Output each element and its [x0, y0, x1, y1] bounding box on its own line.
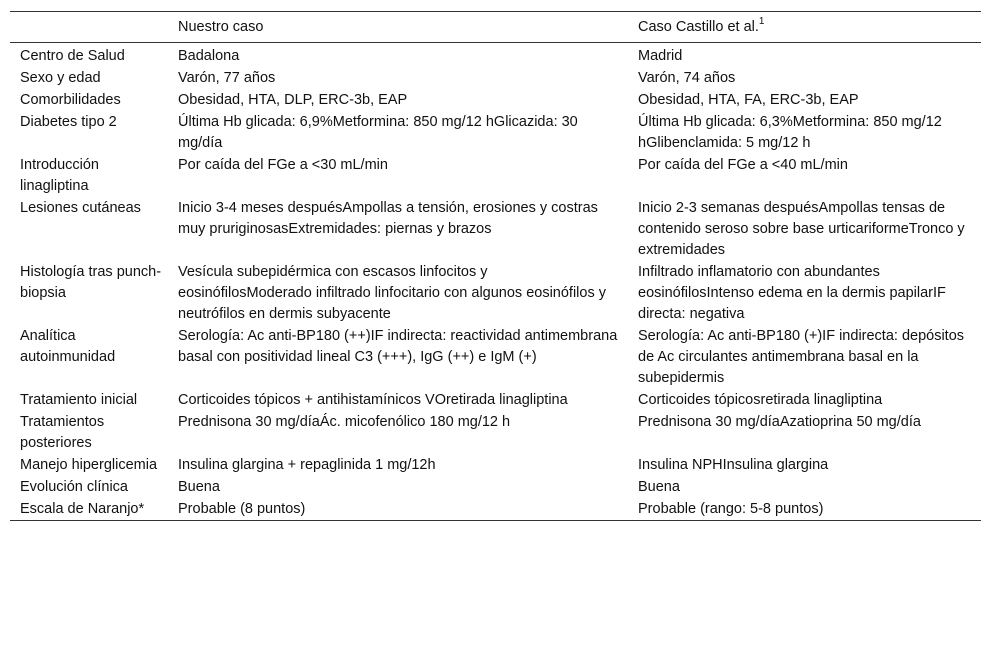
table-row: [10, 476, 981, 498]
table-row: [10, 43, 981, 68]
nuestro-caso-cell: Insulina glargina + repaglinida 1 mg/12h: [178, 457, 436, 473]
row-label-cell: Diabetes tipo 2: [20, 114, 117, 130]
nuestro-caso-cell: Obesidad, HTA, DLP, ERC-3b, EAP: [178, 92, 408, 108]
nuestro-caso-cell: Inicio 3-4 meses despuésAmpollas a tensión, erosiones y costras muy pruriginosasExtremidades: piernas y brazos: [178, 200, 598, 237]
table-row: [10, 498, 981, 521]
row-label-cell: Manejo hiperglicemia: [20, 457, 158, 473]
caso-castillo-cell: Corticoides tópicosretirada linagliptina: [638, 392, 883, 408]
caso-castillo-cell: Insulina NPHInsulina glargina: [638, 457, 829, 473]
comparison-table-container: [10, 11, 981, 521]
nuestro-caso-cell: Varón, 77 años: [178, 70, 276, 86]
row-label-cell: Tratamiento inicial: [20, 392, 138, 408]
row-label-cell: Lesiones cutáneas: [20, 200, 141, 216]
row-label-cell: Comorbilidades: [20, 92, 121, 108]
nuestro-caso-cell: Prednisona 30 mg/díaÁc. micofenólico 180 mg/12 h: [178, 414, 511, 430]
nuestro-caso-cell: Serología: Ac anti-BP180 (++)IF indirecta: reactividad antimembrana basal con positividad lineal C3 (+++), IgG (++) e IgM (+): [178, 328, 618, 365]
row-label-cell: Sexo y edad: [20, 70, 101, 86]
row-label-cell: Escala de Naranjo*: [20, 501, 145, 517]
table-row: [10, 89, 981, 111]
table-row: [10, 261, 981, 325]
table-row: [10, 454, 981, 476]
row-label-cell: Introducción linagliptina: [20, 157, 99, 194]
caso-castillo-cell: Serología: Ac anti-BP180 (+)IF indirecta: depósitos de Ac circulantes antimembrana basal en la subepidermis: [638, 328, 965, 386]
comparison-table: [10, 11, 981, 521]
caso-castillo-cell: Infiltrado inflamatorio con abundantes eosinófilosIntenso edema en la dermis papilarIF directa: negativa: [638, 264, 946, 322]
nuestro-caso-cell: Badalona: [178, 48, 240, 64]
table-row: [10, 389, 981, 411]
table-row: [10, 154, 981, 197]
table-body: [10, 43, 981, 521]
table-row: [10, 111, 981, 154]
nuestro-caso-cell: Vesícula subepidérmica con escasos linfocitos y eosinófilosModerado infiltrado linfocitario con algunos eosinófilos y neutrófilos en dermis subyacente: [178, 264, 606, 322]
caso-castillo-cell: Madrid: [638, 48, 683, 64]
caso-castillo-cell: Varón, 74 años: [638, 70, 736, 86]
reference-superscript: 1: [758, 16, 765, 28]
nuestro-caso-cell: Probable (8 puntos): [178, 501, 306, 517]
nuestro-caso-cell: Corticoides tópicos + antihistamínicos VOretirada linagliptina: [178, 392, 568, 408]
table-row: [10, 197, 981, 261]
table-header-row: [10, 12, 981, 43]
header-nuestro-caso: Nuestro caso: [178, 19, 264, 35]
table-row: [10, 67, 981, 89]
caso-castillo-cell: Última Hb glicada: 6,3%Metformina: 850 mg/12 hGlibenclamida: 5 mg/12 h: [638, 114, 942, 151]
nuestro-caso-cell: Última Hb glicada: 6,9%Metformina: 850 mg/12 hGlicazida: 30 mg/día: [178, 114, 578, 151]
caso-castillo-cell: Probable (rango: 5-8 puntos): [638, 501, 824, 517]
caso-castillo-cell: Obesidad, HTA, FA, ERC-3b, EAP: [638, 92, 859, 108]
table-row: [10, 411, 981, 454]
header-empty-cell: [10, 12, 168, 43]
nuestro-caso-cell: Por caída del FGe a <30 mL/min: [178, 157, 388, 173]
nuestro-caso-cell: Buena: [178, 479, 220, 495]
table-row: [10, 325, 981, 389]
caso-castillo-cell: Inicio 2-3 semanas despuésAmpollas tensas de contenido seroso sobre base urticariformeTronco y extremidades: [638, 200, 965, 258]
caso-castillo-cell: Buena: [638, 479, 680, 495]
row-label-cell: Centro de Salud: [20, 48, 125, 64]
row-label-cell: Evolución clínica: [20, 479, 128, 495]
row-label-cell: Analítica autoinmunidad: [20, 328, 116, 365]
caso-castillo-cell: Por caída del FGe a <40 mL/min: [638, 157, 848, 173]
caso-castillo-cell: Prednisona 30 mg/díaAzatioprina 50 mg/día: [638, 414, 921, 430]
header-caso-castillo: [628, 12, 981, 43]
header-caso-castillo-text: Caso Castillo et al.: [638, 19, 759, 35]
row-label-cell: Tratamientos posteriores: [20, 414, 105, 451]
row-label-cell: Histología tras punch-biopsia: [20, 264, 162, 301]
